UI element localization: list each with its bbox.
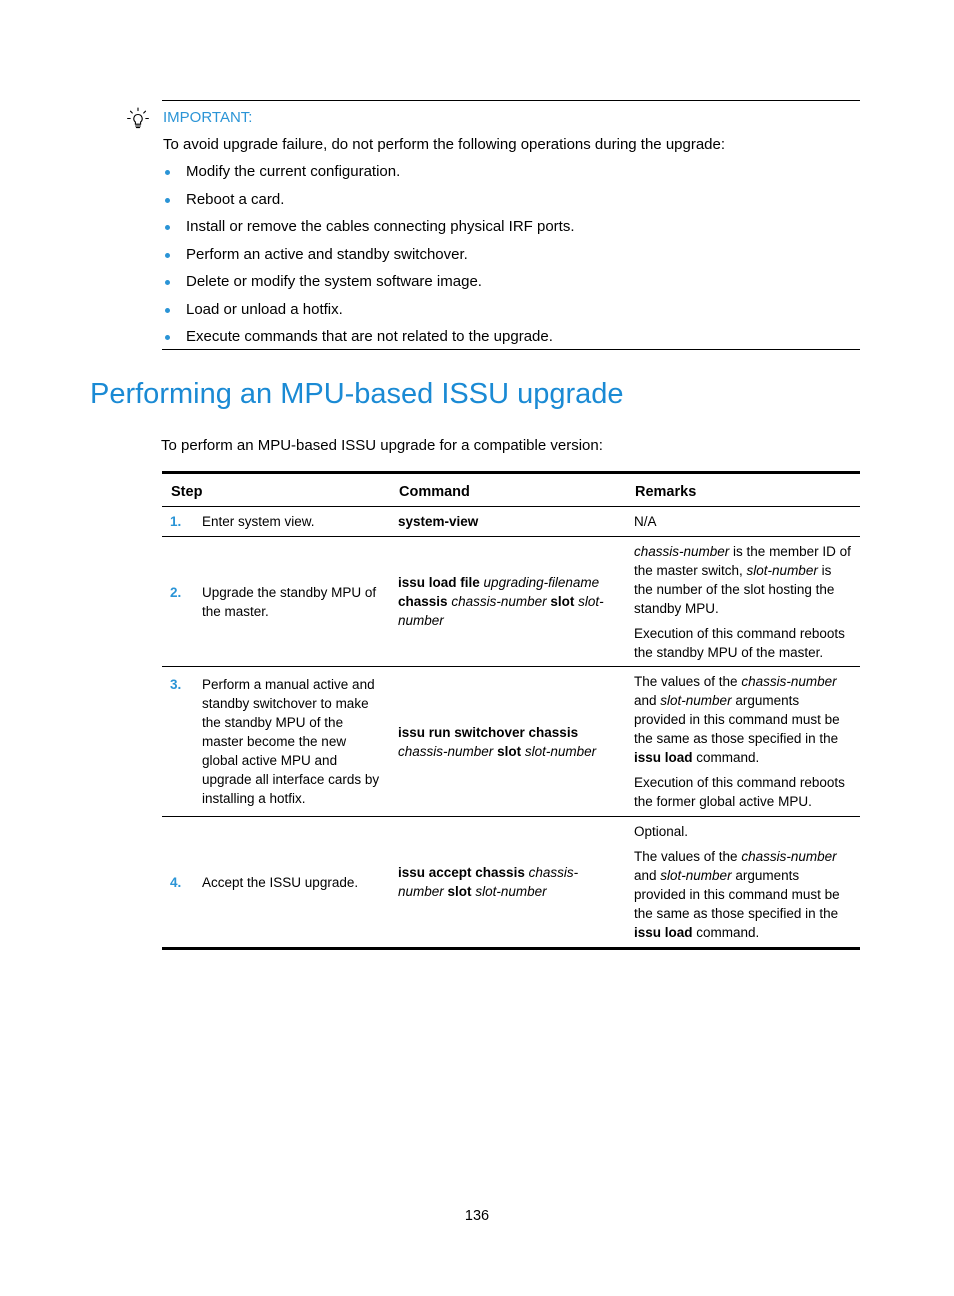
- text-run: and: [634, 693, 661, 708]
- step-number: 1.: [170, 514, 182, 529]
- header-command: Command: [399, 484, 470, 500]
- argument: slot-number: [660, 868, 732, 883]
- step-text: Perform a manual active and standby switchover to make the standby MPU of the master become the new global active MPU and upgrade all interface cards by installing a hotfix.: [202, 677, 380, 806]
- list-item-text: Delete or modify the system software image.: [186, 273, 482, 290]
- keyword: issu load: [634, 925, 693, 940]
- remarks-cell: [626, 817, 860, 949]
- text-run: The values of the: [634, 674, 742, 689]
- bullet-icon: [165, 253, 170, 258]
- text-run: command.: [692, 750, 760, 765]
- table-row: [162, 817, 860, 949]
- text-run: The values of the: [634, 849, 742, 864]
- text-run: N/A: [634, 514, 657, 529]
- list-item: [163, 218, 575, 246]
- list-item: [163, 273, 575, 301]
- remark-paragraph: [634, 542, 852, 618]
- list-item: [163, 163, 575, 191]
- keyword: slot: [550, 594, 575, 609]
- bullet-icon: [165, 225, 170, 230]
- keyword: system-view: [398, 514, 479, 529]
- command-cell: [390, 537, 626, 667]
- step-number: 3.: [170, 677, 182, 692]
- argument: upgrading-filename: [483, 575, 600, 590]
- bullet-icon: [165, 170, 170, 175]
- table-row: [162, 537, 860, 667]
- text-run: arguments provided in this command must be the same as those specified in the: [634, 868, 840, 921]
- list-item-text: Load or unload a hotfix.: [186, 300, 343, 318]
- text-run: Execution of this command reboots the standby MPU of the master.: [634, 625, 845, 660]
- command-cell: [390, 507, 626, 537]
- table-body: [162, 507, 860, 949]
- table-row: [162, 667, 860, 817]
- keyword: chassis: [398, 594, 448, 609]
- text-run: and: [634, 868, 661, 883]
- keyword: slot: [497, 743, 522, 759]
- step-text: Upgrade the standby MPU of the master.: [202, 584, 377, 619]
- table-row: [162, 507, 860, 537]
- step-number: 4.: [170, 874, 182, 890]
- page-number: 136: [464, 1208, 490, 1224]
- remark-paragraph: [634, 847, 852, 942]
- keyword: slot: [447, 884, 472, 899]
- text-run: is the number of the slot hosting the standby MPU.: [634, 562, 835, 616]
- text-run: arguments provided in this command must be the same as those specified in the: [634, 693, 840, 746]
- argument: chassis-number: [741, 849, 837, 864]
- step-cell: [162, 507, 390, 537]
- list-item-text: Modify the current configuration.: [186, 163, 401, 180]
- section-intro: To perform an MPU-based ISSU upgrade for a compatible version:: [161, 437, 603, 454]
- argument: chassis-number: [398, 743, 494, 759]
- section-title: Performing an MPU-based ISSU upgrade: [90, 378, 624, 410]
- important-intro: To avoid upgrade failure, do not perform the following operations during the upgrade:: [163, 136, 726, 153]
- step-text: Enter system view.: [202, 514, 315, 529]
- list-item-text: Reboot a card.: [186, 190, 285, 208]
- note-bottom-rule: [162, 349, 860, 350]
- steps-table: [162, 471, 860, 950]
- remarks-cell: [626, 507, 860, 537]
- argument: slot-number: [475, 884, 547, 899]
- step-cell: [162, 537, 390, 667]
- list-item-text: Perform an active and standby switchover.: [186, 245, 468, 263]
- list-item: [163, 246, 575, 274]
- text-run: is the member ID of the master switch,: [634, 543, 851, 578]
- argument: chassis-number: [741, 674, 837, 689]
- step-cell: [162, 817, 390, 949]
- remark-paragraph: [634, 672, 852, 767]
- list-item: [163, 301, 575, 329]
- important-label: IMPORTANT:: [163, 109, 253, 126]
- keyword: issu accept chassis: [398, 865, 525, 880]
- step-text: Accept the ISSU upgrade.: [202, 874, 359, 890]
- remarks-cell: [626, 667, 860, 817]
- argument: chassis-number: [451, 594, 547, 609]
- important-list: [163, 163, 575, 356]
- argument: chassis-number: [398, 865, 579, 899]
- lightbulb-icon: [125, 106, 151, 132]
- argument: slot-number: [398, 594, 604, 628]
- keyword: issu load file: [398, 575, 480, 590]
- header-step: Step: [171, 484, 203, 500]
- list-item: [163, 328, 575, 356]
- remark-paragraph: [634, 773, 852, 811]
- argument: slot-number: [746, 562, 818, 578]
- table-header-row: [162, 473, 860, 507]
- bullet-icon: [165, 308, 170, 313]
- remark-paragraph: [634, 512, 852, 531]
- bullet-icon: [165, 280, 170, 285]
- remark-paragraph: [634, 822, 852, 841]
- argument: slot-number: [524, 743, 597, 759]
- bullet-icon: [165, 198, 170, 203]
- list-item-text: Install or remove the cables connecting physical IRF ports.: [186, 218, 575, 235]
- command-cell: [390, 667, 626, 817]
- text-run: command.: [692, 925, 760, 940]
- remark-paragraph: [634, 624, 852, 662]
- keyword: issu load: [634, 750, 693, 765]
- header-remarks: Remarks: [635, 484, 697, 500]
- argument: chassis-number: [634, 543, 730, 559]
- text-run: Execution of this command reboots the former global active MPU.: [634, 775, 845, 809]
- remarks-cell: [626, 537, 860, 667]
- text-run: Optional.: [634, 824, 689, 839]
- note-top-rule: [162, 100, 860, 101]
- bullet-icon: [165, 335, 170, 340]
- argument: slot-number: [660, 693, 732, 708]
- list-item: [163, 191, 575, 219]
- command-cell: [390, 817, 626, 949]
- keyword: issu run switchover chassis: [398, 724, 579, 740]
- step-cell: [162, 667, 390, 817]
- step-number: 2.: [170, 584, 182, 600]
- list-item-text: Execute commands that are not related to the upgrade.: [186, 328, 553, 345]
